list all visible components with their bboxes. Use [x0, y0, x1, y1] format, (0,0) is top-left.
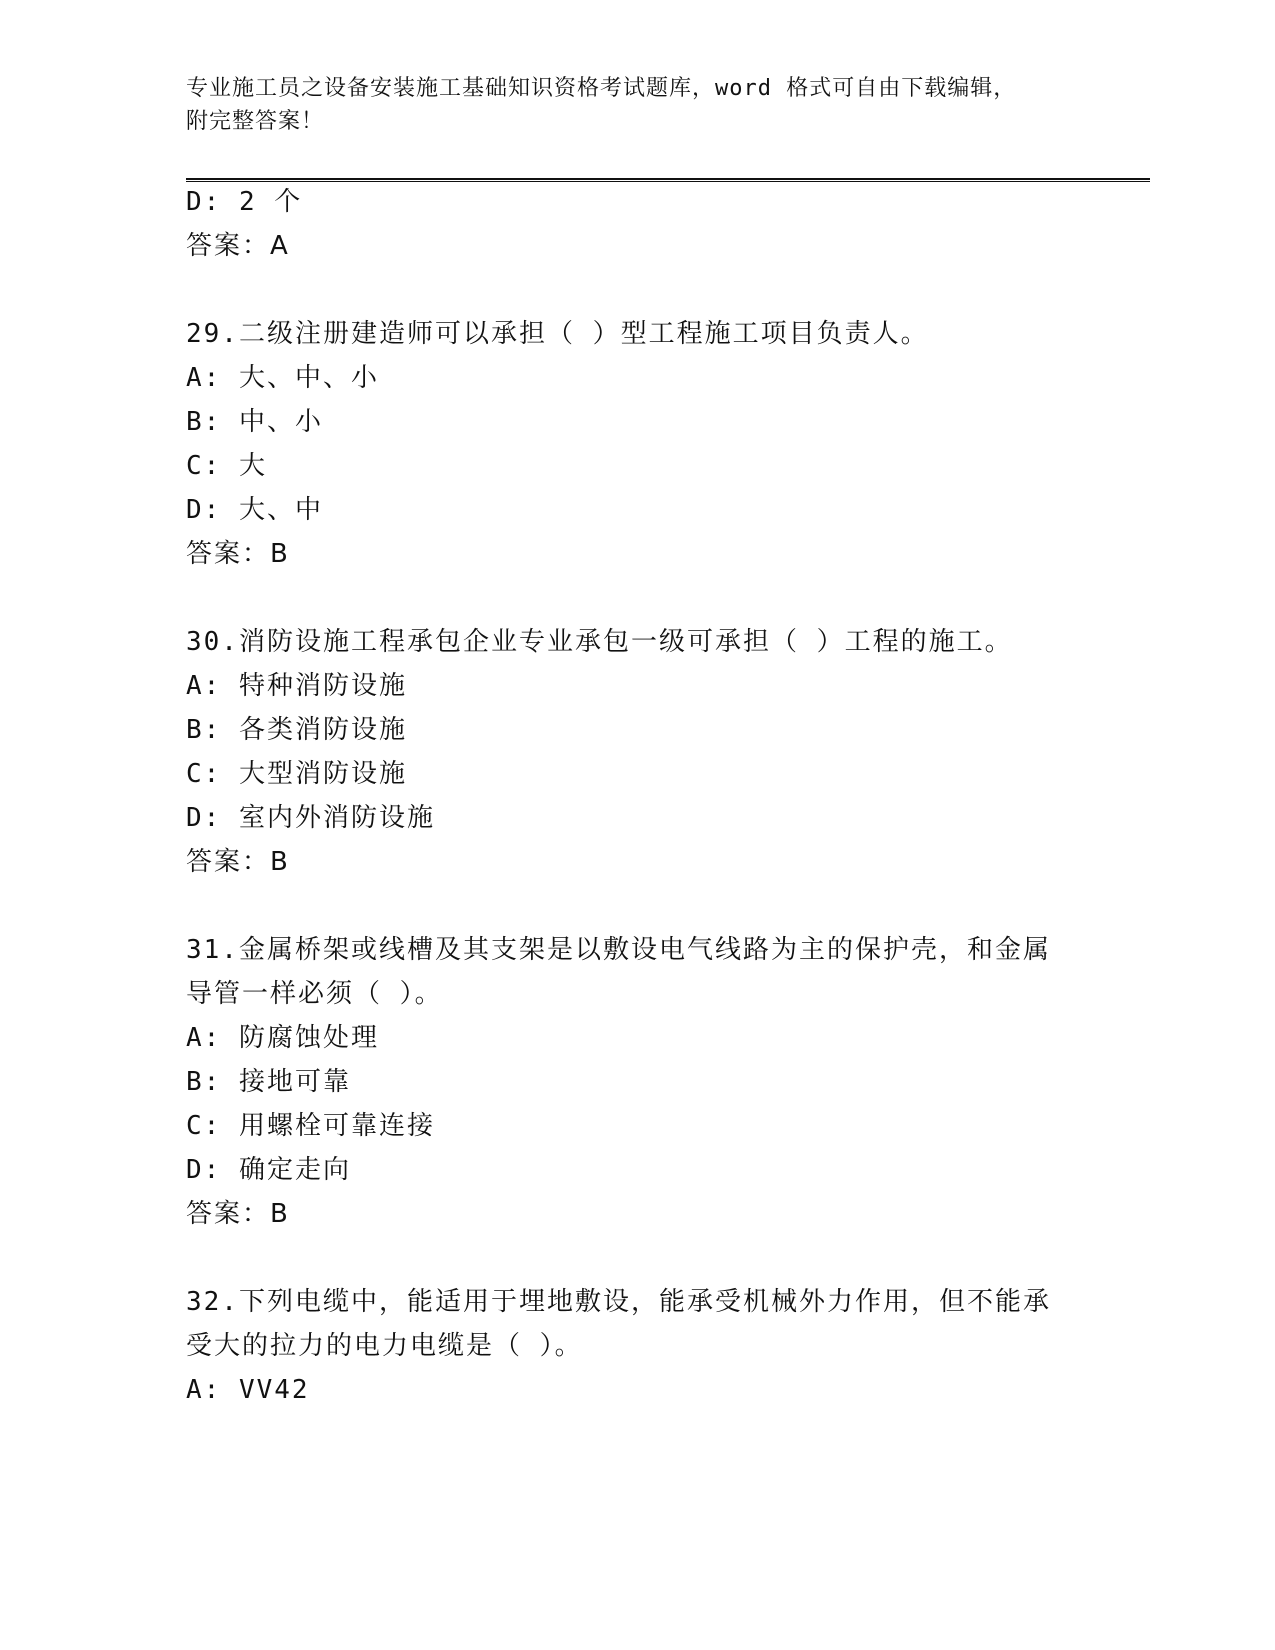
q29-option-d: D: 大、中: [186, 495, 323, 525]
q31-option-a: A: 防腐蚀处理: [186, 1023, 379, 1053]
q30-option-c: C: 大型消防设施: [186, 759, 407, 789]
question-32-line-2: 受大的拉力的电力电缆是（ ）。: [186, 1331, 583, 1361]
question-32-line-1: 32.下列电缆中，能适用于埋地敷设，能承受机械外力作用，但不能承: [186, 1287, 1051, 1317]
document-header: [186, 72, 1086, 138]
question-29: 29.二级注册建造师可以承担（ ）型工程施工项目负责人。: [186, 319, 929, 349]
header-line-2: 附完整答案！: [186, 109, 325, 134]
q29-option-c: C: 大: [186, 451, 267, 481]
q29-option-b: B: 中、小: [186, 407, 323, 437]
q31-answer: 答案：B: [186, 1199, 290, 1229]
q29-option-a: A: 大、中、小: [186, 363, 379, 393]
q31-option-b: B: 接地可靠: [186, 1067, 351, 1097]
question-30: 30.消防设施工程承包企业专业承包一级可承担（ ）工程的施工。: [186, 627, 1013, 657]
answer-prev: 答案：A: [186, 231, 290, 261]
option-d-prev: D: 2 个: [186, 187, 303, 217]
q32-option-a: A: VV42: [186, 1375, 310, 1405]
q30-option-b: B: 各类消防设施: [186, 715, 407, 745]
question-31-line-2: 导管一样必须（ ）。: [186, 979, 443, 1009]
q31-option-c: C: 用螺栓可靠连接: [186, 1111, 435, 1141]
q29-answer: 答案：B: [186, 539, 290, 569]
header-line-1: 专业施工员之设备安装施工基础知识资格考试题库，word 格式可自由下载编辑，: [186, 76, 1017, 101]
q30-option-a: A: 特种消防设施: [186, 671, 407, 701]
q31-option-d: D: 确定走向: [186, 1155, 351, 1185]
q30-answer: 答案：B: [186, 847, 290, 877]
q30-option-d: D: 室内外消防设施: [186, 803, 435, 833]
header-divider: [186, 178, 1150, 182]
question-31-line-1: 31.金属桥架或线槽及其支架是以敷设电气线路为主的保护壳，和金属: [186, 935, 1051, 965]
